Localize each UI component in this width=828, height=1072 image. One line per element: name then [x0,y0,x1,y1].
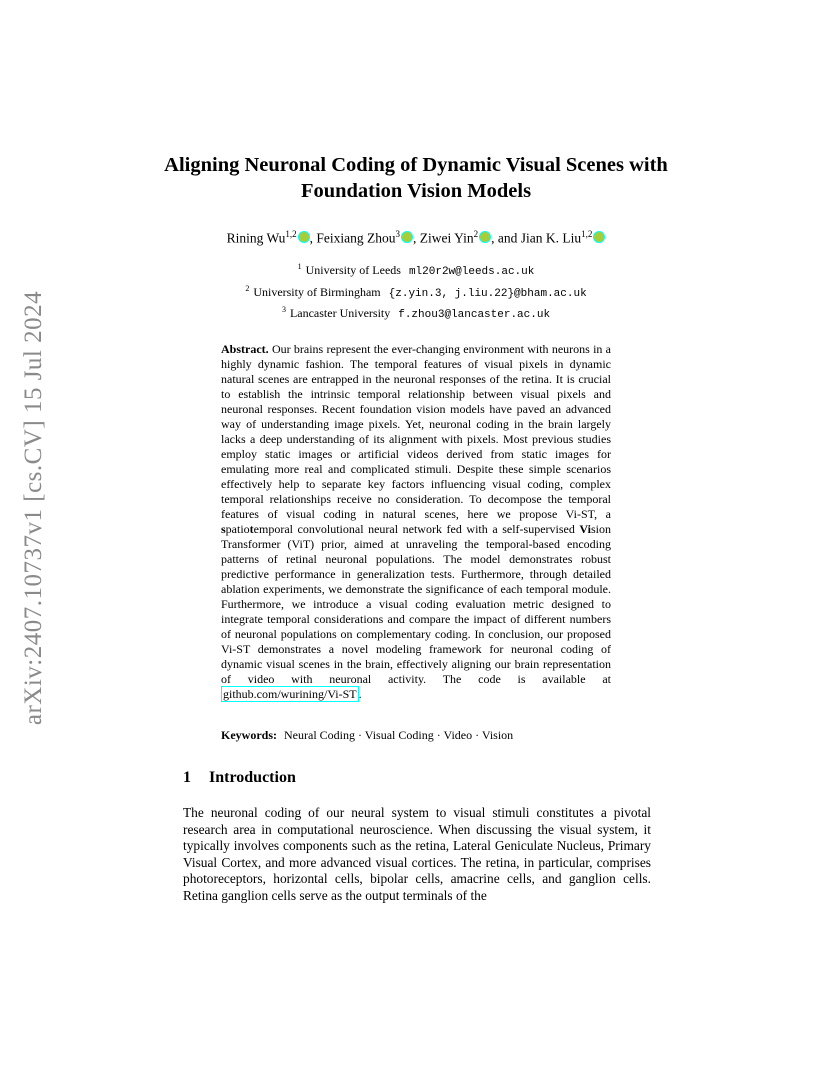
author-separator: , [309,230,317,246]
author-affiliation-mark: 2 [473,229,479,239]
orcid-icon[interactable] [593,231,605,243]
author-affiliation-mark: 1,2 [285,229,297,239]
author-name: Ziwei Yin [419,230,474,246]
author-name: Jian K. Liu [520,230,582,246]
orcid-icon[interactable] [479,231,491,243]
affiliation-email: {z.yin.3, j.liu.22}@bham.ac.uk [388,287,587,300]
abstract-text: Our brains represent the ever-changing environment with neurons in a highly dynamic fashion. The temporal features of visual pixels in dynamic natural scenes are entrapped in the neuronal responses of the retina. It is crucial to establish the intrinsic temporal relationship between visual pixels and neuronal responses. Recent foundation vision models have paved an advanced way of understanding image pixels. Yet, neuronal coding in the brain largely lacks a deep understanding of its alignment with pixels. Most previous studies employ static images or artificial videos derived from static images for emulating more real and complicated stimuli. Despite these simple scenarios effectively help to separate key factors influencing visual coding, complex temporal relationships receive no consideration. To decompose the temporal features of visual coding in natural scenes, here we propose Vi-ST, a [221,342,612,522]
abstract-text: . [358,687,362,702]
author-separator: , [413,230,420,246]
keywords-label: Keywords: [221,728,277,742]
affiliation-email: ml20r2w@leeds.ac.uk [408,266,535,278]
author-affiliation-mark: 3 [395,229,401,239]
abstract-text: sion Transformer (ViT) prior, aimed at unraveling the temporal-based encoding patterns of retinal neuronal populations. The model demonstrates robust predictive performance in generalization tests. Furthermore, through detailed ablation experiments, we demonstrate the significance of each temporal module. Furthermore, we introduce a visual coding evaluation metric designed to integrate temporal considerations and compare the impact of different numbers of neuronal populations on complementary coding. In conclusion, our proposed Vi-ST demonstrates a novel modeling framework for neuronal coding of dynamic visual scenes in the brain, effectively aligning our brain representation of video with neuronal activity. The code is available at [221,522,611,687]
introduction-paragraph: The neuronal coding of our neural system to visual stimuli constitutes a pivotal research area in computational neuroscience. When discussing the visual system, it typically involves components such as the retina, Lateral Geniculate Nucleus, Primary Visual Cortex, and more advanced visual cortices. The retina, in particular, comprises photoreceptors, horizontal cells, bipolar cells, amacrine cells, and ganglion cells. Retina ganglion cells serve as the output terminals of the [183,805,651,903]
affiliation-name: University of Leeds [305,263,401,277]
author-name: Feixiang Zhou [316,230,396,246]
code-repository-link[interactable]: github.com/wurining/Vi-ST [223,687,357,702]
affiliation-name: Lancaster University [289,306,391,320]
author-separator: , and [491,230,521,246]
abstract-label: Abstract. [221,342,269,356]
affiliation-email: f.zhou3@lancaster.ac.uk [398,309,551,321]
orcid-icon[interactable] [298,231,310,243]
paper-title: Aligning Neuronal Coding of Dynamic Visual Scenes with Foundation Vision Models [164,154,668,202]
author-affiliation-mark: 1,2 [581,229,593,239]
arxiv-identifier [20,290,48,726]
abstract-emphasis: s [221,522,226,537]
author-list [150,229,682,247]
affiliation-mark: 1 [297,262,302,271]
author-name: Rining Wu [226,230,286,246]
abstract [221,342,611,702]
section-number: 1 [183,769,191,786]
affiliation-mark: 3 [281,305,286,314]
orcid-icon[interactable] [401,231,413,243]
section-title: Introduction [209,769,296,786]
section-heading [183,769,296,787]
affiliation-item [180,259,652,281]
affiliation-item [180,302,652,324]
abstract-text: patio [225,522,250,537]
affiliation-mark: 2 [245,283,250,293]
affiliation-list [180,259,652,324]
affiliation-name: University of Birmingham [253,284,381,299]
arxiv-identifier-text: arXiv:2407.10737v1 [cs.CV] 15 Jul 2024 [20,290,47,726]
keywords-text: Neural Coding · Visual Coding · Video · Vision [284,728,514,742]
keywords [221,728,611,743]
abstract-emphasis: t [249,522,254,537]
abstract-emphasis: Vi [579,522,591,537]
abstract-text: emporal convolutional neural network fed with a self-supervised [253,522,580,537]
affiliation-item [180,281,652,303]
